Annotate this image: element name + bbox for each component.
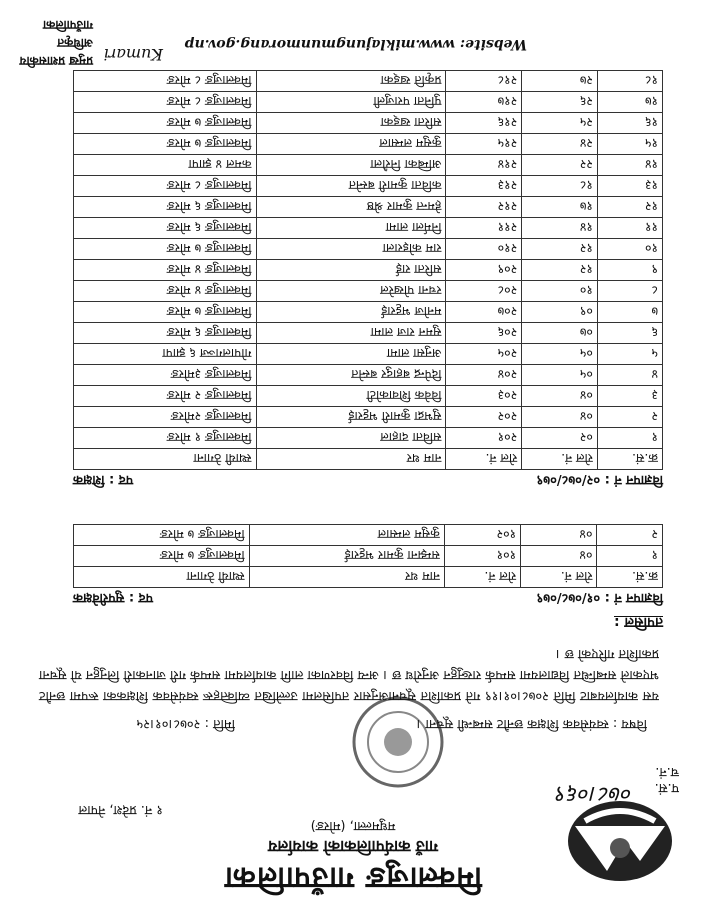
column-header: नाम थर [249,567,444,588]
table-cell: २ [597,407,662,428]
table-row [74,218,663,239]
table-row [74,239,663,260]
table-cell: विवेक शिवाकोटी [256,386,446,407]
table-cell: १७ [522,197,598,218]
table-cell: सुमन राज लामा [256,323,446,344]
table-cell: ३ [597,386,662,407]
table-cell: १२ [522,260,598,281]
table-cell: मिक्लाजुङ ८ मोरङ [74,71,257,92]
table-row [74,134,663,155]
table-cell: कमल ४ झापा [74,155,257,176]
table-row [74,176,663,197]
table-row [74,197,663,218]
table-row [74,323,663,344]
table-row [74,155,663,176]
date-label: मिति : २०७८।०१।२५ [136,716,235,731]
table-cell: २२ [522,155,598,176]
table-cell: २१२ [446,197,522,218]
table-cell: कुसुम लम्साल [256,134,446,155]
office-subtitle: गाउँ कार्यपालिकाको कार्यालय [268,837,438,856]
table-cell: २१७ [446,92,522,113]
table-cell: सम्झना कुमार भट्टराई [249,546,444,567]
column-header: क्र.सं. [597,449,662,470]
column-header: नाम थर [256,449,446,470]
table-cell: राम कोइराला [256,239,446,260]
table-cell: मिक्लाजुङ ४ मोरङ [74,260,257,281]
table-cell: १० [597,239,662,260]
section1-post: पद : सुपरीवेक्षक [73,590,153,605]
table-row [74,407,663,428]
table-row [74,428,663,449]
table-cell: सुभद्रा कुमारी भट्टराई [256,407,446,428]
table-cell: २०५ [446,344,522,365]
signatory-title-line2: अधिकृत [57,36,93,50]
table-cell: ५ [597,344,662,365]
table-cell: अम्बिका निरौला [256,155,446,176]
table-row [74,386,663,407]
table-row [74,302,663,323]
table-cell: २१० [446,239,522,260]
table-cell: मिक्लाजुङ ८ मोरङ [74,92,257,113]
table-cell: १५ [597,134,662,155]
table-cell: सरिता खड्का [256,113,446,134]
office-title: मिक्लाजुङ गाउँपालिका [224,860,482,895]
table-cell: ०४ [522,386,598,407]
office-address: १ नं. प्रदेश, नेपाल [78,802,163,817]
table-row [74,281,663,302]
table-cell: सरिता राई [256,260,446,281]
table-cell: कविता कुमारी बस्नेत [256,176,446,197]
table-cell: मिक्लाजुङ ६ मोरङ [74,197,257,218]
table-cell: मिक्लाजुङ ७ मोरङ [74,546,250,567]
table-cell: दिपेन्द्र बहादुर बस्नेत [256,365,446,386]
table-cell: ९ [597,260,662,281]
office-stamp-icon [348,692,448,792]
table-cell: ०४ [521,546,597,567]
table-cell: २०९ [446,260,522,281]
table-cell: १ [597,546,663,567]
table-cell: मिक्लाजुङ ६ मोरङ [74,323,257,344]
table-row [74,71,663,92]
column-header: रोल नं. [521,567,597,588]
table-cell: मिक्लाजुङ ७ मोरङ [74,113,257,134]
table-cell: मिक्लाजुङ ६ मोरङ [74,218,257,239]
table-cell: १ [597,428,662,449]
table-cell: २०८ [446,281,522,302]
section1-table [73,524,663,588]
table-cell: २५ [522,113,598,134]
table-cell: १०२ [444,525,520,546]
table-cell: १३ [597,176,662,197]
table-cell: ४ [597,365,662,386]
table-row [74,546,663,567]
table-cell: १६ [597,113,662,134]
table-cell: मिक्लाजुङ ८ मोरङ [74,176,257,197]
table-cell: २१५ [446,134,522,155]
table-cell: अनुसा लामा [256,344,446,365]
table-cell: १४ [522,218,598,239]
table-cell: मिक्लाजुङ ३मोरङ [74,365,257,386]
table-cell: ०५ [522,365,598,386]
chalani-label: च.नं. [655,764,679,779]
table-cell: २१८ [446,71,522,92]
body-paragraph: यस कार्यालयबाट मिति २०७८।०१।१९ गते प्रकाशित सूचनाअनुसार तपसिलमा उल्लेखित व्यक्तिहरू स्वयंसेवक शिक्षकका रूपमा छनौट भएकाले सम्बन्धित विद्यालयमा सम्पर्क राख्नुहुन अनुरोध छ । अन्य विवरणका लागि कार्यालयमा सम्पर्क गरी जानकारी लिनुहुन यो सूचना प्रकाशित गरिएको छ । [39,646,659,703]
table-cell: २०३ [446,386,522,407]
table-cell: २४ [522,134,598,155]
table-cell: १२ [522,239,598,260]
table-row [74,365,663,386]
table-row [74,113,663,134]
table-cell: हेमन्त कुमार श्रेष्ठ [256,197,446,218]
table-cell: २०६ [446,323,522,344]
table-cell: मिक्लाजुङ ४ मोरङ [74,281,257,302]
table-cell: २१३ [446,176,522,197]
table-cell: सविता दाहाल [256,428,446,449]
table-cell: ११ [597,218,662,239]
table-cell: २ [597,525,663,546]
section2-post: पद : शिक्षक [73,472,134,487]
signatory-title-line3: गाउँपालिका [43,18,93,32]
table-cell: प्रकृति खड्का [256,71,446,92]
table-cell: मिक्लाजुङ ७ मोरङ [74,134,257,155]
table-cell: ०७ [522,323,598,344]
table-cell: १० [522,281,598,302]
table-cell: २७ [522,71,598,92]
tapsil-label: तपसिल : [614,614,663,630]
subject-line: विषय : स्वयंसेवक शिक्षक छनौट सम्बन्धी सूचना । [416,716,647,731]
table-cell: मनोज भट्टराई [256,302,446,323]
nepal-emblem-icon [555,796,685,896]
table-cell: ८ [597,281,662,302]
table-cell: ०५ [522,344,598,365]
table-cell: मिक्लाजुङ ७ मोरङ [74,302,257,323]
table-cell: ०४ [521,525,597,546]
section1-bighapan: विज्ञापन नं : ०१/०७८/०७९ [536,590,663,605]
section1-header [73,590,663,608]
patra-sankhya-label: प.सं. [654,780,679,795]
table-cell: मिक्लाजुङ ७ मोरङ [74,525,250,546]
table-cell: २०१ [446,428,522,449]
table-cell: मिक्लाजुङ २ मोरङ [74,386,257,407]
table-cell: १४ [597,155,662,176]
table-cell: मिक्लाजुङ ७ मोरङ [74,239,257,260]
section2-bighapan: विज्ञापन नं : ०२/०७८/०७९ [536,472,663,487]
table-cell: ०९ [522,302,598,323]
table-cell: गोपालगञ्ज ६ झापा [74,344,257,365]
signature: Kumari [103,45,163,64]
section2-header [73,472,663,490]
table-cell: २०७ [446,302,522,323]
table-cell: २१४ [446,155,522,176]
table-cell: मिक्लाजुङ १ मोरङ [74,428,257,449]
table-cell: १८ [597,71,662,92]
table-cell: १८ [522,176,598,197]
table-cell: ०४ [522,407,598,428]
table-cell: मिक्लाजुङ २मोरङ [74,407,257,428]
table-cell: ०२ [522,428,598,449]
website-footer: Website: www.miklajungmunmorang.gov.np [184,36,527,52]
section2-table [73,70,663,470]
table-cell: निर्मला लामा [256,218,446,239]
table-cell: १७ [597,92,662,113]
table-cell: ६ [597,323,662,344]
table-cell: २०४ [446,365,522,386]
table-header-row [74,449,663,470]
table-header-row [74,567,663,588]
office-district: मधुमल्ला, (मोरङ) [310,818,396,833]
table-cell: २०२ [446,407,522,428]
table-cell: ७ [597,302,662,323]
table-cell: रचना पोखरेल [256,281,446,302]
table-row [74,344,663,365]
table-cell: १२ [597,197,662,218]
column-header: रोल नं. [522,449,598,470]
table-cell: २१६ [446,113,522,134]
column-header: स्थायी ठेगाना [74,567,250,588]
column-header: रोल नं. [446,449,522,470]
signatory-title-line1: प्रमुख प्रशासकीय [19,54,93,68]
column-header: स्थायी ठेगाना [74,449,257,470]
column-header: क्र.सं. [597,567,663,588]
table-row [74,260,663,281]
table-row [74,92,663,113]
table-cell: पुनिता पराजुली [256,92,446,113]
table-cell: १०१ [444,546,520,567]
table-cell: २६ [522,92,598,113]
column-header: रोल नं. [444,567,520,588]
patra-sankhya-value: ०७८।०६९ [556,781,633,806]
table-row [74,525,663,546]
table-cell: २११ [446,218,522,239]
table-cell: कुसुम लम्साल [249,525,444,546]
